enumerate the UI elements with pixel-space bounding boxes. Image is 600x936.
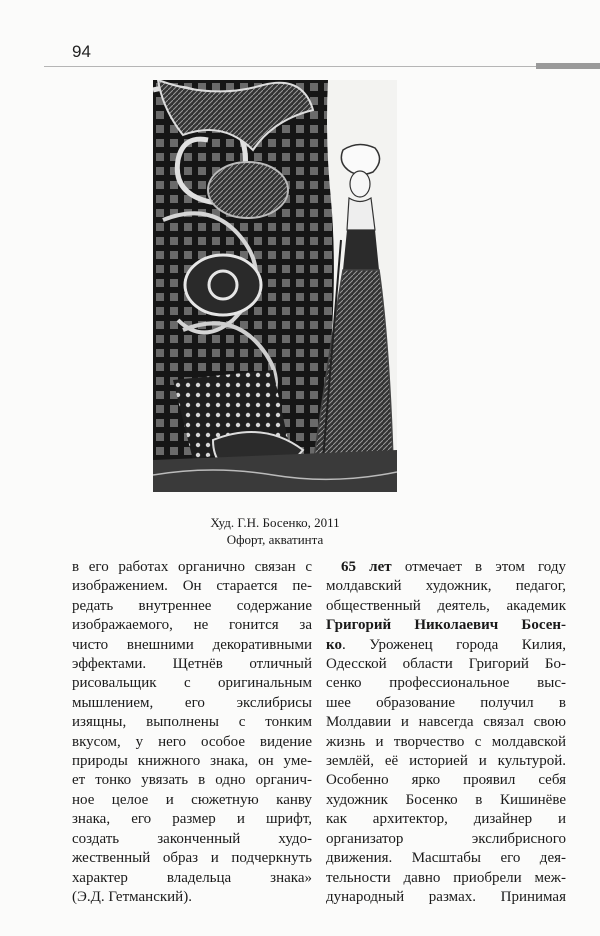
text-line: (Э.Д. Гетманский). xyxy=(72,888,192,905)
text-line: изящны, выполнены с тонким xyxy=(72,714,312,731)
anniversary-bold: 65 лет xyxy=(341,559,392,575)
text-line: Особенно ярко проявил себя xyxy=(326,772,566,789)
text-line: изображением. Он старается пе- xyxy=(72,578,312,595)
text-line: шее образование получил в xyxy=(326,694,566,711)
text-line: изображаемого, не гонится за xyxy=(72,617,312,634)
text-line xyxy=(326,616,566,635)
text-line: дународный размах. Принимая xyxy=(326,888,566,905)
text-line: ет тонко увязать в одно органич- xyxy=(72,772,312,789)
text-line: Молдавии и навсегда связал свою xyxy=(326,714,566,731)
text-line xyxy=(326,636,566,655)
text-line: эффектами. Щетнёв отличный xyxy=(72,656,312,673)
text-line: знака, его размер и шрифт, xyxy=(72,811,312,828)
text-line: общественный деятель, академик xyxy=(326,597,566,614)
text-line: жественный образ и подчеркнуть xyxy=(72,850,312,867)
text-line: создать законченный худо- xyxy=(72,830,312,847)
etching-illustration xyxy=(153,80,397,492)
text-line xyxy=(326,558,566,577)
text-line: сенко профессиональное выс- xyxy=(326,675,566,692)
text-line: редать внутреннее содержание xyxy=(72,597,312,614)
text-line: ное целое и сюжетную канву xyxy=(72,791,312,808)
text-line: чисто внешними декоративными xyxy=(72,636,312,653)
right-text-column xyxy=(326,558,566,907)
text-line: вкусом, у него особое видение xyxy=(72,733,312,750)
text-line: художник Босенко в Кишинёве xyxy=(326,791,566,808)
text-line: жизнь и творчество с молдавской xyxy=(326,733,566,750)
text-line: в его работах органично связан с xyxy=(72,559,312,575)
text-line: характер владельца знака» xyxy=(72,869,312,886)
caption-technique-line: Офорт, акватинта xyxy=(226,532,324,547)
text-line: природы книжного знака, он уме- xyxy=(72,753,312,770)
page-number: 94 xyxy=(72,42,91,61)
text-line: как архитектор, дизайнер и xyxy=(326,811,566,828)
header-rule-accent xyxy=(536,63,600,69)
text-line: рисовальщик с оригинальным xyxy=(72,675,312,692)
text-line: организатор экслибрисного xyxy=(326,830,566,847)
text-line: тельности давно приобрели меж- xyxy=(326,869,566,886)
left-text-column xyxy=(72,558,312,907)
caption-author-line: Худ. Г.Н. Босенко, 2011 xyxy=(210,515,340,530)
text-fragment: отмечает в этом году xyxy=(391,559,566,575)
text-fragment: . Уроженец города Килия, xyxy=(341,636,566,653)
text-line: движения. Масштабы его дея- xyxy=(326,850,566,867)
header-rule xyxy=(44,66,564,67)
text-line: молдавский художник, педагог, xyxy=(326,578,566,595)
text-line: землёй, её историей и культурой. xyxy=(326,753,566,770)
figure-caption xyxy=(153,514,397,548)
artist-name-bold: Григорий Николаевич Босен- xyxy=(326,617,566,634)
artist-name-end-bold: ко xyxy=(326,636,342,653)
text-line: мышлением, его экслибрисы xyxy=(72,694,312,711)
text-line: Одесской области Григорий Бо- xyxy=(326,656,566,673)
